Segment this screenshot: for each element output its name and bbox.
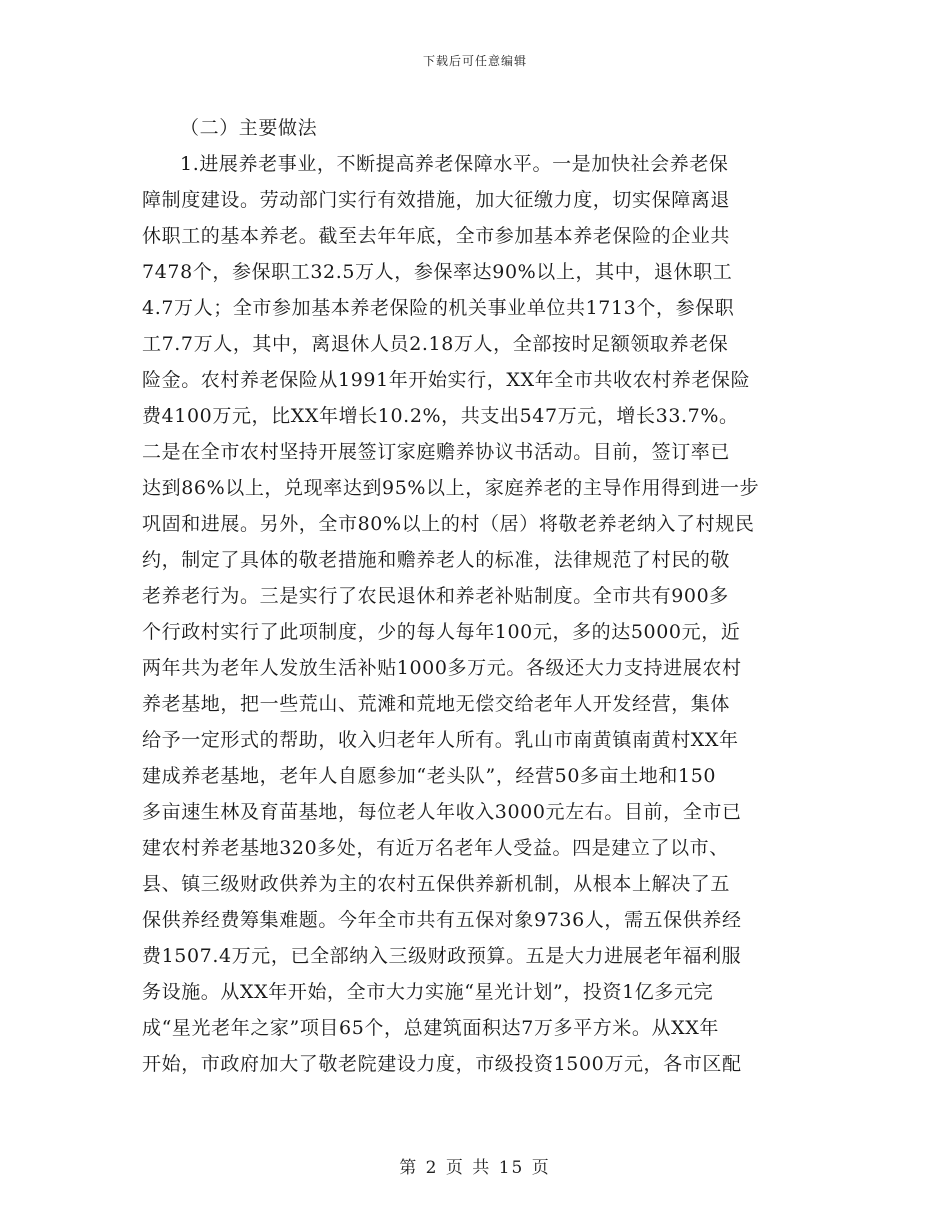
paragraph-line: 老养老行为。三是实行了农民退休和养老补贴制度。全市共有900多 bbox=[142, 585, 729, 607]
paragraph-line: 7478个，参保职工32.5万人，参保率达90%以上，其中，退休职工 bbox=[142, 261, 733, 283]
paragraph-line: 险金。农村养老保险从1991年开始实行，XX年全市共收农村养老保险 bbox=[142, 369, 751, 391]
paragraph-line: 建农村养老基地320多处，有近万名老年人受益。四是建立了以市、 bbox=[142, 837, 729, 859]
paragraph-line: 开始，市政府加大了敬老院建设力度，市级投资1500万元，各市区配 bbox=[142, 1053, 742, 1075]
paragraph-line: 4.7万人；全市参加基本养老保险的机关事业单位共1713个，参保职 bbox=[142, 297, 735, 319]
paragraph-line: 休职工的基本养老。截至去年年底，全市参加基本养老保险的企业共 bbox=[142, 225, 731, 247]
paragraph-line: 两年共为老年人发放生活补贴1000多万元。各级还大力支持进展农村 bbox=[142, 657, 742, 679]
paragraph-line: 务设施。从XX年开始，全市大力实施“星光计划”，投资1亿多元完 bbox=[142, 981, 714, 1003]
paragraph-line: 约，制定了具体的敬老措施和赡养老人的标准，法律规范了村民的敬 bbox=[142, 549, 731, 571]
page-header-note: 下载后可任意编辑 bbox=[422, 54, 527, 68]
section-heading: （二）主要做法 bbox=[180, 117, 318, 139]
paragraph-line: 保供养经费筹集难题。今年全市共有五保对象9736人，需五保供养经 bbox=[142, 909, 742, 931]
paragraph-line: 费4100万元，比XX年增长10.2%，共支出547万元，增长33.7%。 bbox=[142, 405, 739, 427]
paragraph-line: 二是在全市农村坚持开展签订家庭赡养协议书活动。目前，签订率已 bbox=[142, 441, 731, 463]
paragraph-line: 养老基地，把一些荒山、荒滩和荒地无偿交给老年人开发经营，集体 bbox=[142, 693, 731, 715]
page-number-footer: 第 2 页 共 15 页 bbox=[399, 1158, 551, 1178]
paragraph-line: 个行政村实行了此项制度，少的每人每年100元，多的达5000元，近 bbox=[142, 621, 741, 643]
paragraph-line: 建成养老基地，老年人自愿参加“老头队”，经营50多亩土地和150 bbox=[142, 765, 717, 787]
document-body bbox=[142, 110, 812, 1082]
paragraph-line: 工7.7万人，其中，离退休人员2.18万人，全部按时足额领取养老保 bbox=[142, 333, 729, 355]
paragraph-line: 县、镇三级财政供养为主的农村五保供养新机制，从根本上解决了五 bbox=[142, 873, 731, 895]
paragraph-line: 巩固和进展。另外，全市80%以上的村（居）将敬老养老纳入了村规民 bbox=[142, 513, 755, 535]
paragraph-line: 障制度建设。劳动部门实行有效措施，加大征缴力度，切实保障离退 bbox=[142, 189, 731, 211]
paragraph-line: 费1507.4万元，已全部纳入三级财政预算。五是大力进展老年福利服 bbox=[142, 945, 742, 967]
paragraph-line: 1.进展养老事业，不断提高养老保障水平。一是加快社会养老保 bbox=[180, 153, 729, 175]
paragraph-line: 多亩速生林及育苗基地，每位老人年收入3000元左右。目前，全市已 bbox=[142, 801, 742, 823]
paragraph-line: 给予一定形式的帮助，收入归老年人所有。乳山市南黄镇南黄村XX年 bbox=[142, 729, 739, 751]
paragraph-line: 达到86%以上，兑现率达到95%以上，家庭养老的主导作用得到进一步 bbox=[142, 477, 760, 499]
paragraph-line: 成“星光老年之家”项目65个，总建筑面积达7万多平方米。从XX年 bbox=[142, 1017, 719, 1039]
